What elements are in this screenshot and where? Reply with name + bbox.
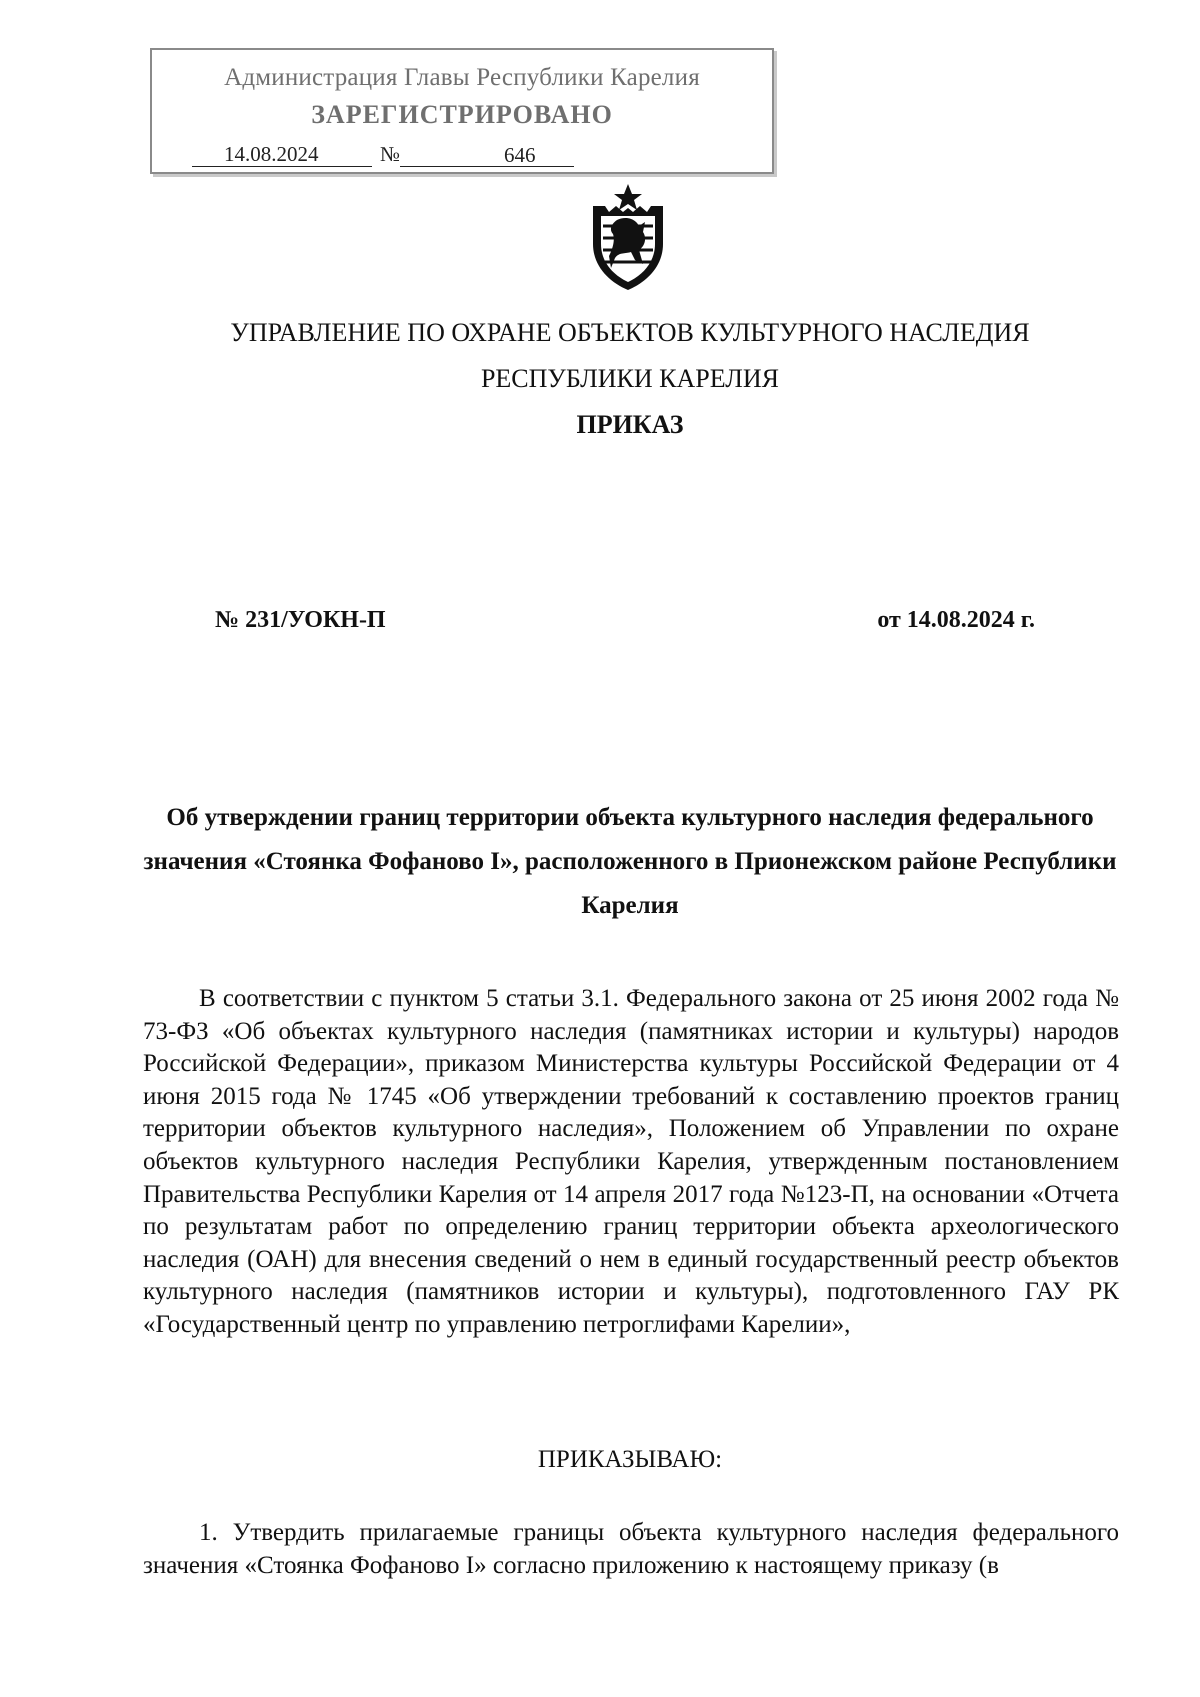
stamp-status: ЗАРЕГИСТРИРОВАНО [311,100,613,129]
stamp-date: 14.08.2024 [192,142,372,167]
order-directive: ПРИКАЗЫВАЮ: [537,1446,723,1473]
order-date: от 14.08.2024 г. [877,607,1035,633]
issuer-line1: УПРАВЛЕНИЕ ПО ОХРАНЕ ОБЪЕКТОВ КУЛЬТУРНОГО НАСЛЕДИЯ [230,318,1030,347]
issuer-line2: РЕСПУБЛИКИ КАРЕЛИЯ [480,364,780,393]
stamp-organization: Администрация Главы Республики Карелия [224,64,700,91]
order-number: № 231/УОКН-П [215,607,386,633]
document-type: ПРИКАЗ [576,410,684,439]
document-title: Об утверждении границ территории объекта культурного наследия федерального значения «Стоянка Фофаново I», расположенного в Прионежском районе Республики Карелия [143,804,1117,919]
stamp-number: 646 [400,143,574,167]
registration-stamp [150,48,774,174]
karelia-coat-of-arms-icon [583,182,673,292]
stamp-number-label: № [380,142,401,166]
preamble-paragraph: В соответствии с пунктом 5 статьи 3.1. Федерального закона от 25 июня 2002 года № 73-ФЗ «Об объектах культурного наследия (памятниках истории и культуры) народов Российской Федерации», приказом Министерства культуры Российской Федерации от 4 июня 2015 года № 1745 «Об утверждении требований к составлению проектов границ территории объектов культурного наследия», Положением об Управлении по охране объектов культурного наследия Республики Карелия, утвержденным постановлением Правительства Республики Карелия от 14 апреля 2017 года №123-П, на основании «Отчета по результатам работ по определению границ территории объекта археологического наследия (ОАН) для внесения сведений о нем в единый государственный реестр объектов культурного наследия (памятников истории и культуры), подготовленного ГАУ РК «Государственный центр по управлению петроглифами Карелии», [143,985,1119,1338]
order-item-1: 1. Утвердить прилагаемые границы объекта культурного наследия федерального значения «Стоянка Фофаново I» согласно приложению к настоящему приказу (в [143,1519,1119,1579]
stamp-registration-line [192,142,574,167]
